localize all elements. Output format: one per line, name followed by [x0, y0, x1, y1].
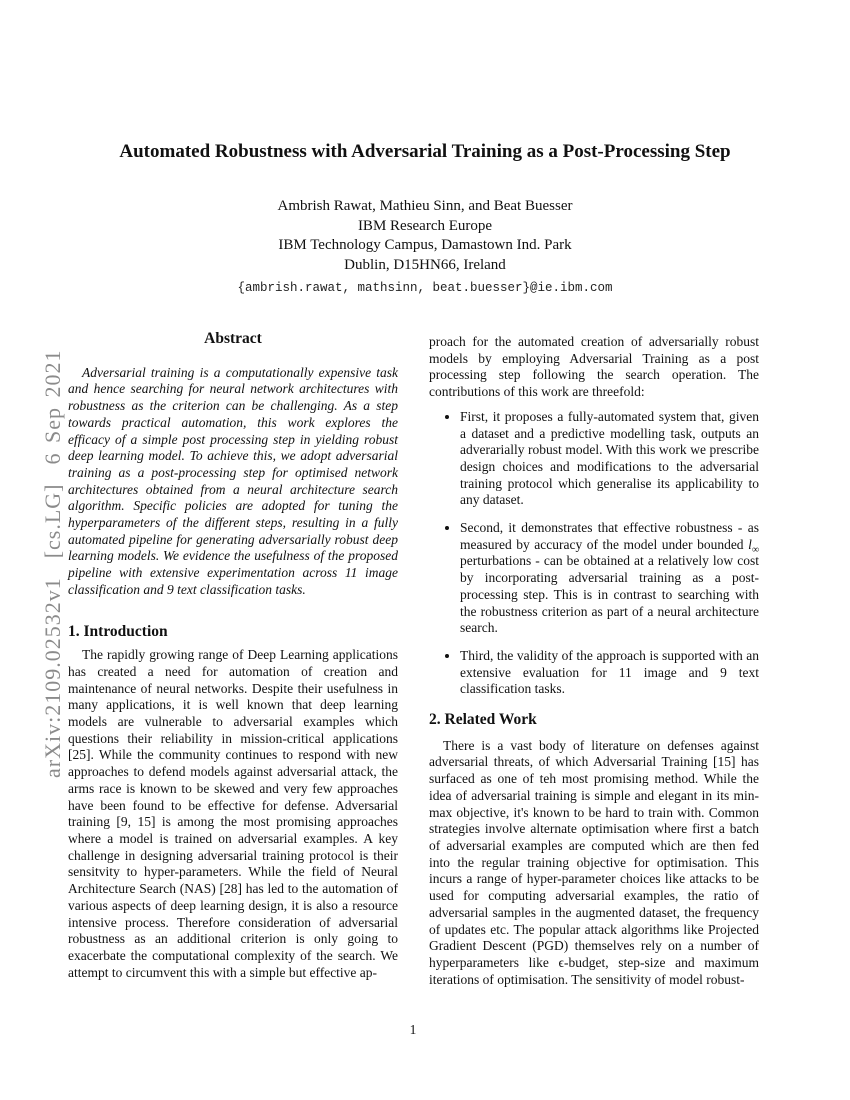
affiliation-city: Dublin, D15HN66, Ireland — [344, 256, 506, 273]
right-column — [429, 334, 759, 988]
page-number: 1 — [409, 1022, 417, 1037]
contribution-third-text: Third, the validity of the approach is supported with an extensive evaluation for 11 image and 9 text classification tasks. — [460, 647, 759, 697]
author-emails: {ambrish.rawat, mathsinn, beat.buesser}@ie.ibm.com — [237, 281, 613, 295]
contribution-item-second — [460, 520, 759, 637]
author-block — [0, 197, 850, 299]
contribution-item-first — [460, 409, 759, 509]
paper-title: Automated Robustness with Adversarial Training as a Post-Processing Step — [119, 141, 731, 162]
section-heading-introduction: 1. Introduction — [68, 622, 168, 640]
math-l-symbol: l — [748, 536, 752, 552]
introduction-paragraph: The rapidly growing range of Deep Learning applications has created a need for automation of creation and maintenance of neural networks. Despite their usefulness in many applications, it is well known that deep learning models are vulnerable to adversarial examples which questions their reliability in mission-critical applications [25]. While the community continues to respond with new approaches to defend models against adversarial attack, the arms race is known to be skewed and very few approaches have been found to be effective for defense. Adversarial training [9, 15] is among the most promising approaches where a model is trained on adversarial examples. A key challenge in designing adversarial training protocol is their sensitvity to hyper-parameters. While the field of Neural Architecture Search (NAS) [28] has led to the automation of various aspects of deep learning design, it is also a resource intensive process. Therefore consideration of adversarial robustness as an additional criterion is only going to exacerbate the computational complexity of the search. We attempt to circumvent this with a simple but effective ap- — [68, 647, 398, 980]
affiliation-address: IBM Technology Campus, Damastown Ind. Park — [278, 237, 572, 253]
section-heading-related-work: 2. Related Work — [429, 711, 537, 729]
abstract-text: Adversarial training is a computationally expensive task and hence searching for neural network architectures with robustness as the criterion can be challenging. As a step towards practical automation, this work explores the efficacy of a simple post processing step in yielding robust deep learning model. To achieve this, we adopt adversarial training as a post-processing step for optimised network architectures obtained from a neural architecture search algorithm. Specific policies are adopted for tuning the hyperparameters of the different steps, resulting in a fully automated pipeline for generating adversarially robust deep learning models. We evidence the usefulness of the proposed pipeline with extensive experimentation across 11 image classification and 9 text classification tasks. — [68, 364, 398, 597]
abstract-heading: Abstract — [204, 330, 262, 347]
authors-line: Ambrish Rawat, Mathieu Sinn, and Beat Buesser — [277, 198, 573, 214]
contribution-second-text-before: Second, it demonstrates that effective robustness - as measured by accuracy of the model under bounded — [460, 520, 759, 552]
introduction-paragraph-continued: proach for the automated creation of adversarially robust models by employing Adversarial Training as a post processing step following the search operation. The contributions of this work are threefold: — [429, 334, 759, 400]
affiliation-org: IBM Research Europe — [357, 217, 493, 234]
math-infinity-subscript: ∞ — [751, 544, 759, 556]
contribution-first-text: First, it proposes a fully-automated system that, given a dataset and a predictive modelling task, outputs an adverarially robust model. With this work we prescribe design choices and modifications to the adversarial training protocol which generalise its applicability to any dataset. — [460, 408, 759, 508]
related-work-paragraph: There is a vast body of literature on defenses against adversarial threats, of which Adversarial Training [15] has surfaced as one of teh most promising method. While the idea of adversarial training is simple and elegant in its min-max objective, it's known to be hard to train with. Common strategies involve alternate optimisation where first a batch of adversarial examples are computed which are then fed into the regular training objective for optimisation. This incurs a range of hyper-parameter choices like attacks to be used for computing adversarial examples, the ratio of adversarial samples in the augmented dataset, the frequency of updates etc. The popular attack algorithms like Projected Gradient Descent (PGD) themselves rely on a number of hyperparameters like ϵ-budget, step-size and maximum iterations of optimisation. The sensitivity of model robust- — [429, 737, 759, 987]
left-column — [68, 331, 398, 981]
contribution-item-third — [460, 648, 759, 698]
arxiv-watermark: arXiv:2109.02532v1 [cs.LG] 6 Sep 2021 — [40, 349, 65, 778]
contribution-second-text-after: perturbations - can be obtained at a relatively low cost by incorporating adversarial training as a post-processing step. This is in contrast to searching with the robustness criterion as part of a neural architecture search. — [460, 553, 759, 636]
contributions-list — [429, 409, 759, 698]
